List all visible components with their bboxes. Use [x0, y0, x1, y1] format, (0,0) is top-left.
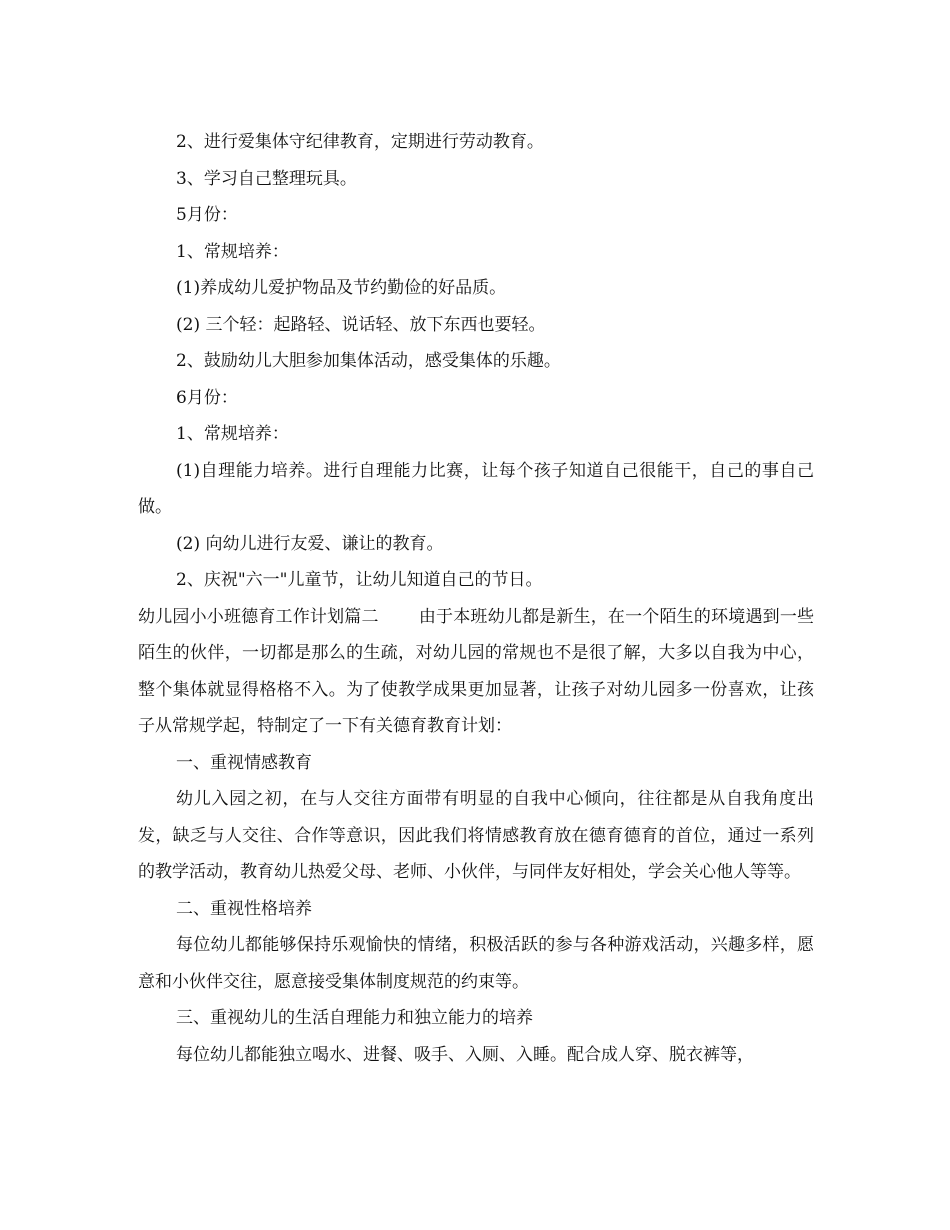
paragraph: 3、学习自己整理玩具。: [176, 168, 357, 189]
paragraph: (2) 向幼儿进行友爱、谦让的教育。: [176, 533, 444, 554]
paragraph: 2、鼓励幼儿大胆参加集体活动，感受集体的乐趣。: [176, 351, 561, 371]
section-heading: 一、重视情感教育: [176, 752, 312, 773]
document-body: [138, 124, 814, 1073]
paragraph: (2) 三个轻：起路轻、说话轻、放下东西也要轻。: [176, 314, 546, 335]
section-heading: 三、重视幼儿的生活自理能力和独立能力的培养: [176, 1008, 533, 1028]
paragraph: (1)养成幼儿爱护物品及节约勤俭的好品质。: [176, 278, 507, 298]
paragraph: 1、常规培养：: [176, 424, 289, 444]
month-heading: 6月份：: [176, 387, 238, 408]
paragraph: 2、庆祝"六一"儿童节，让幼儿知道自己的节日。: [176, 570, 543, 590]
section-body: 幼儿入园之初，在与人交往方面带有明显的自我中心倾向，往往都是从自我角度出发，缺乏与人交往、合作等意识，因此我们将情感教育放在德育德育的首位，通过一系列的教学活动，教育幼儿热爱父母、老师、小伙伴，与同伴友好相处，学会关心他人等等。: [138, 789, 814, 882]
section-body: 每位幼儿都能够保持乐观愉快的情绪，积极活跃的参与各种游戏活动，兴趣多样，愿意和小伙伴交往，愿意接受集体制度规范的约束等。: [138, 935, 814, 992]
section-title: 幼儿园小小班德育工作计划篇二: [138, 606, 379, 627]
section-heading: 二、重视性格培养: [176, 898, 312, 919]
paragraph: (1)自理能力培养。进行自理能力比赛，让每个孩子知道自己很能干，自己的事自己做。: [138, 460, 814, 517]
month-heading: 5月份：: [176, 205, 238, 225]
paragraph: 2、进行爱集体守纪律教育，定期进行劳动教育。: [176, 132, 544, 152]
paragraph: 1、常规培养：: [176, 241, 289, 262]
section-body: 每位幼儿都能独立喝水、进餐、吸手、入厕、入睡。配合成人穿、脱衣裤等，: [176, 1044, 754, 1065]
section-intro: 由于本班幼儿都是新生，在一个陌生的环境遇到一些陌生的伙伴，一切都是那么的生疏，对幼儿园的常规也不是很了解，大多以自我为中心，整个集体就显得格格不入。为了使教学成果更加显著，让孩子对幼儿园多一份喜欢，让孩子从常规学起，特制定了一下有关德育教育计划：: [138, 606, 815, 736]
section-intro-paragraph: [138, 599, 814, 745]
